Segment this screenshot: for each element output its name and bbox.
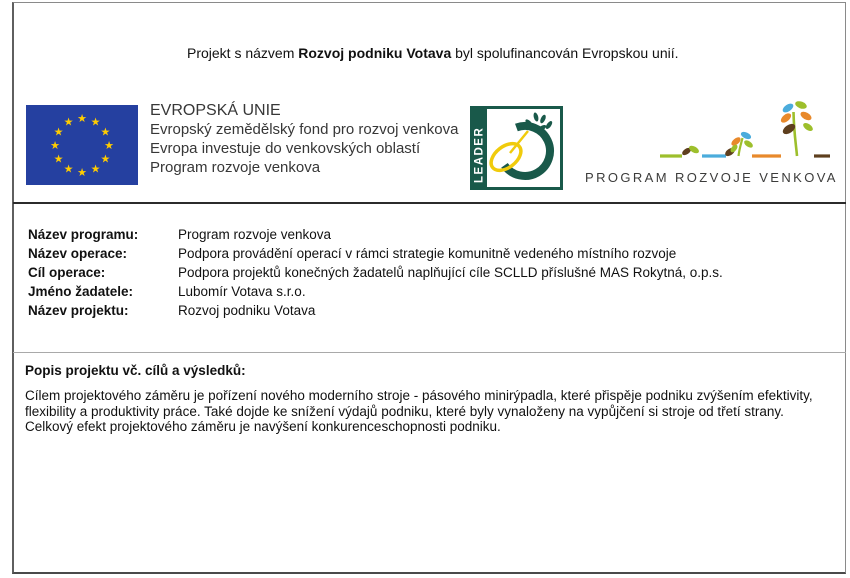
svg-text:★: ★ (90, 162, 101, 176)
table-row (28, 263, 723, 282)
detail-label: Jméno žadatele: (28, 284, 134, 299)
svg-text:★: ★ (77, 166, 87, 179)
detail-value: Program rozvoje venkova (178, 227, 332, 242)
separator-line-bottom (13, 352, 846, 353)
detail-value: Podpora projektů konečných žadatelů naplňující cíle SCLLD příslušné MAS Rokytná, o.p.s. (178, 265, 723, 280)
detail-label: Název programu: (28, 227, 139, 242)
svg-text:★: ★ (100, 152, 111, 166)
project-details-table (28, 225, 723, 320)
svg-text:★: ★ (53, 125, 64, 139)
table-row (28, 244, 723, 263)
svg-text:★: ★ (90, 115, 101, 129)
leader-logo-icon (470, 106, 563, 190)
detail-label: Cíl operace: (28, 265, 106, 280)
eu-flag-icon (26, 105, 138, 185)
detail-value: Rozvoj podniku Votava (178, 303, 316, 318)
prv-logo-label: PROGRAM ROZVOJE VENKOVA (585, 170, 838, 185)
svg-text:★: ★ (63, 162, 74, 176)
intro-project-name: Rozvoj podniku Votava (298, 45, 452, 61)
detail-value: Podpora provádění operací v rámci strategie komunitně vedeného místního rozvoje (178, 246, 677, 261)
intro-suffix: byl spolufinancován Evropskou unií. (451, 45, 679, 61)
svg-text:★: ★ (104, 139, 114, 152)
eu-text-block (150, 101, 458, 177)
prv-logo-trees-icon (640, 96, 830, 171)
svg-text:★: ★ (50, 139, 60, 152)
description-heading: Popis projektu vč. cílů a výsledků: (25, 363, 246, 378)
detail-label: Název projektu: (28, 303, 129, 318)
description-body: Cílem projektového záměru je pořízení nového moderního stroje - pásového minirýpadla, které přispěje podniku zvýšením efektivity, flexibility a produktivity práce. Také dojde ke snížení výdajů podniku, které byly vynaloženy na vypůjčení si stroje od třetí strany. Celkový efekt projektového záměru je navýšení konkurenceschopnosti podniku. (25, 388, 813, 434)
eu-line-1: Evropský zemědělský fond pro rozvoj venkova (150, 121, 459, 138)
eu-line-2: Evropa investuje do venkovských oblastí (150, 140, 421, 157)
eu-title: EVROPSKÁ UNIE (150, 102, 281, 119)
table-row (28, 282, 723, 301)
table-row (28, 225, 723, 244)
svg-text:★: ★ (53, 152, 64, 166)
table-row (28, 301, 723, 320)
svg-text:★: ★ (77, 112, 87, 125)
svg-text:★: ★ (100, 125, 111, 139)
svg-text:★: ★ (63, 115, 74, 129)
separator-line-top (13, 202, 846, 204)
leader-logo-text: LEADER (473, 126, 486, 183)
detail-label: Název operace: (28, 246, 128, 261)
eu-line-3: Program rozvoje venkova (150, 159, 321, 176)
intro-sentence (187, 45, 679, 61)
intro-prefix: Projekt s názvem (187, 45, 299, 61)
detail-value: Lubomír Votava s.r.o. (178, 284, 306, 299)
eu-flag-logo (26, 105, 138, 190)
leader-logo (470, 106, 563, 195)
